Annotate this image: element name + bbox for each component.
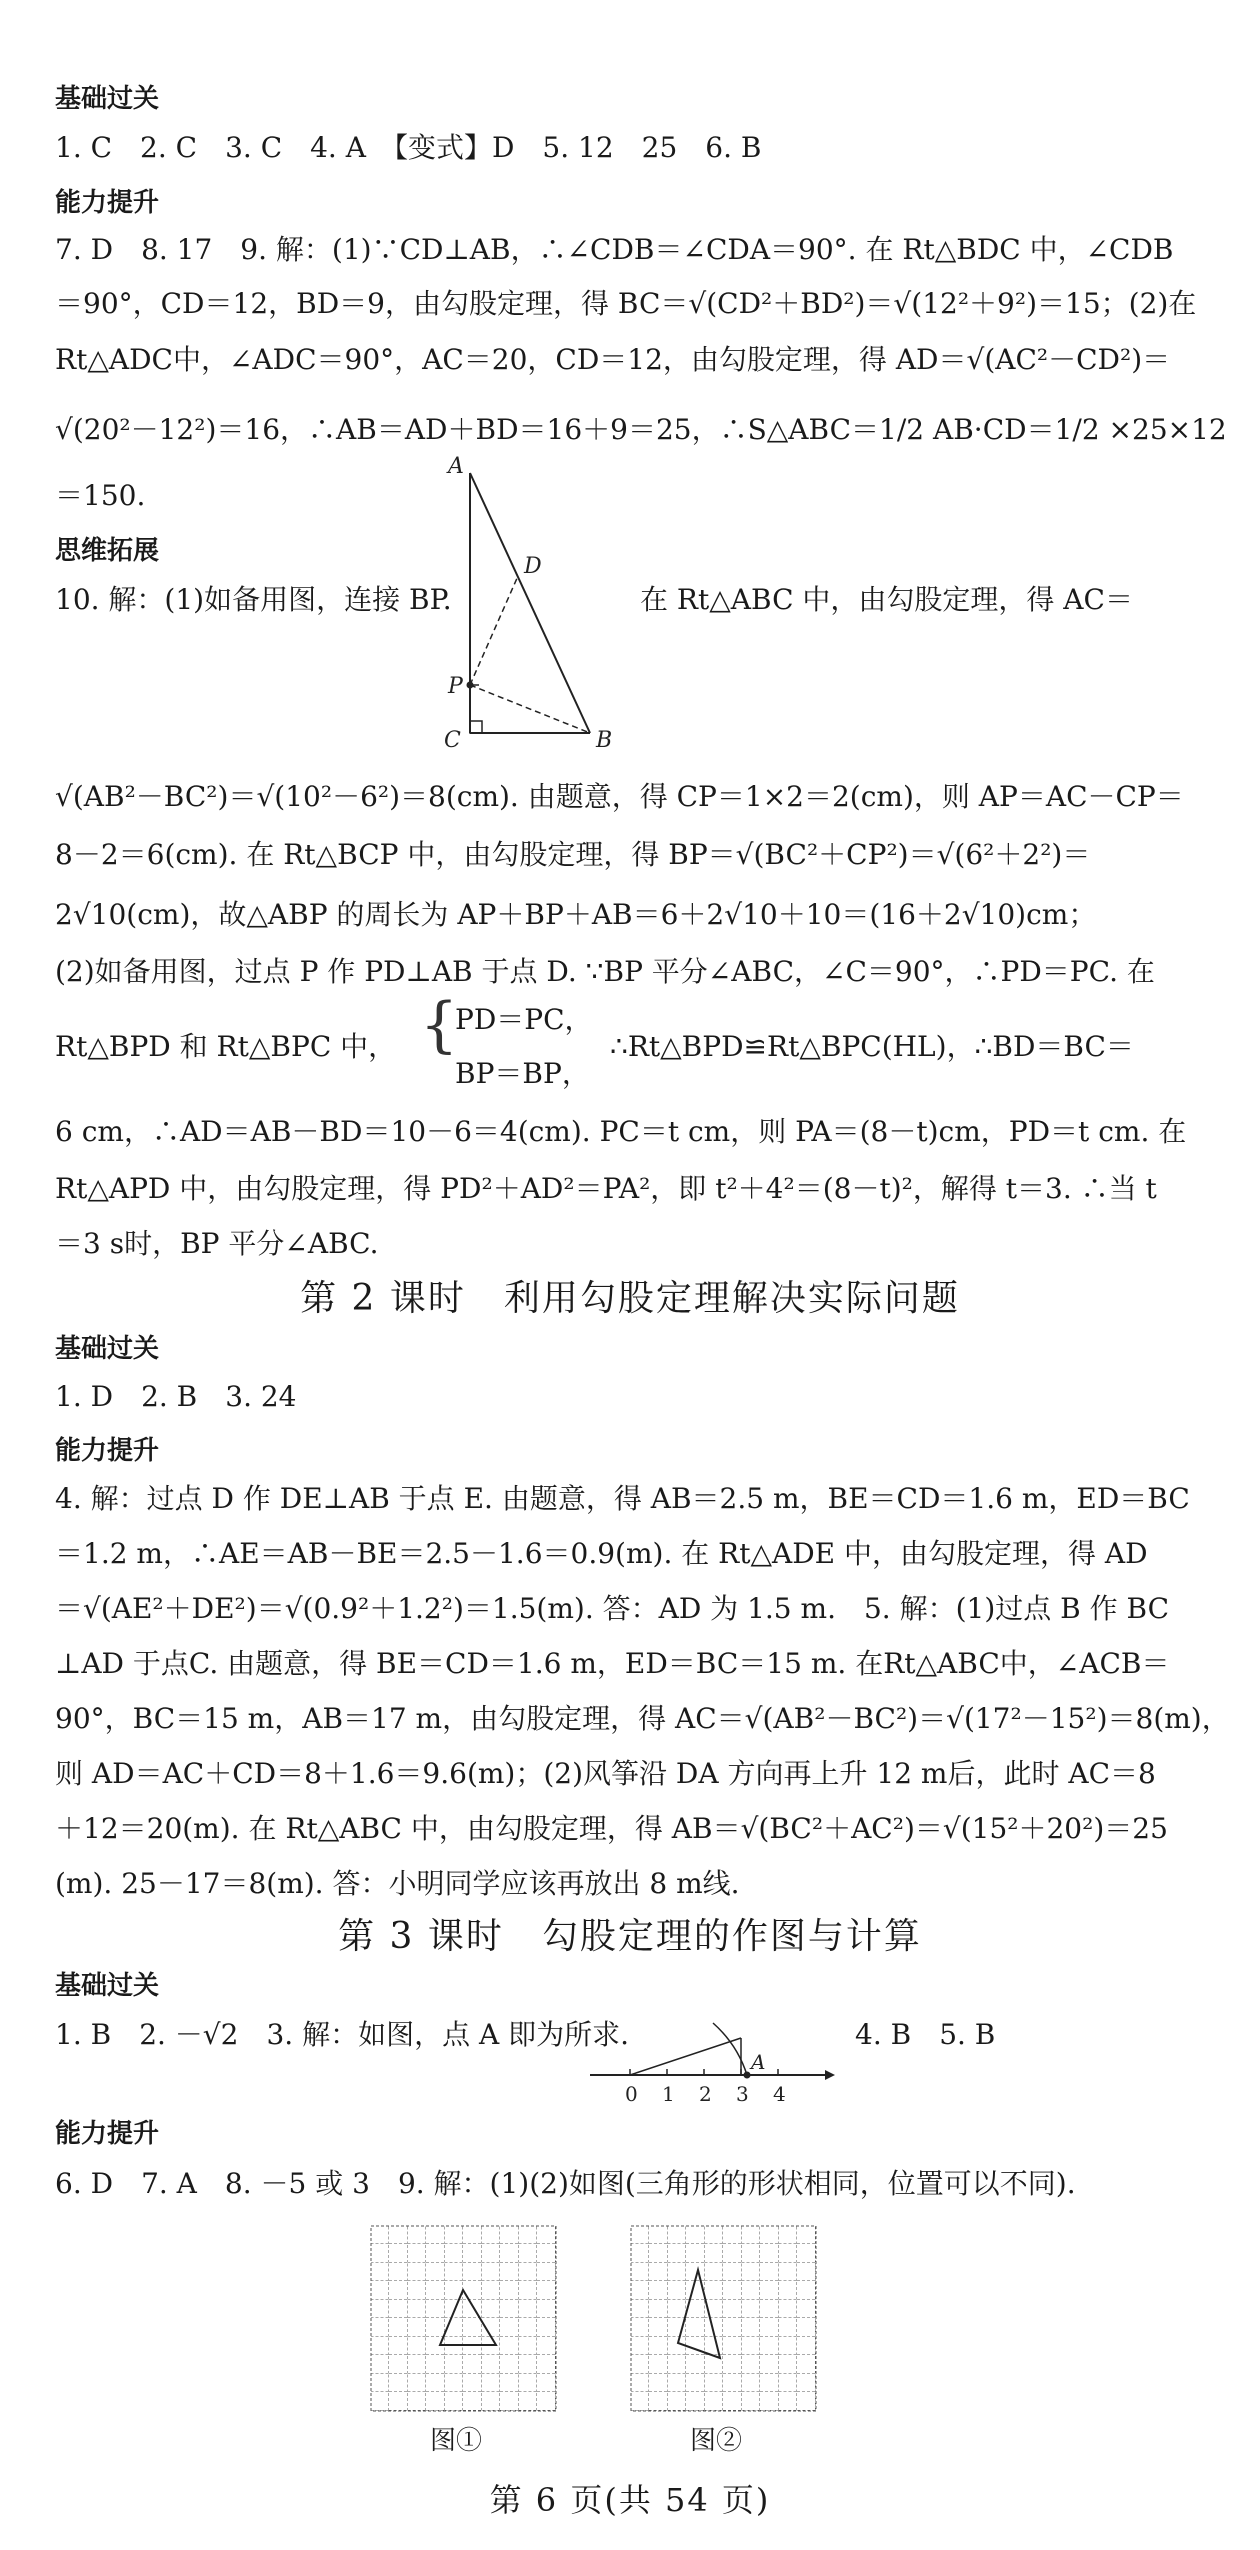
label-c: C xyxy=(444,728,461,753)
answer-line: ∴Rt△BPD≌Rt△BPC(HL)，∴BD＝BC＝ xyxy=(610,1030,1134,1063)
answer-line: (2)如备用图，过点 P 作 PD⊥AB 于点 D. ∵BP 平分∠ABC，∠C＝90°，∴PD＝PC. 在 xyxy=(55,955,1155,988)
section-ability: 能力提升 xyxy=(55,188,160,218)
lesson-2-title: 第 2 课时 利用勾股定理解决实际问题 xyxy=(300,1278,960,1319)
answer-line: 8－2＝6(cm). 在 Rt△BCP 中，由勾股定理，得 BP＝√(BC²＋CP²)＝√(6²＋2²)＝ xyxy=(55,838,1091,871)
triangle-figure xyxy=(440,445,630,755)
tick-4: 4 xyxy=(773,2082,786,2106)
answer-line: Rt△BPD 和 Rt△BPC 中， xyxy=(55,1030,397,1063)
answer-line: 则 AD＝AC＋CD＝8＋1.6＝9.6(m)；(2)风筝沿 DA 方向再上升 12 m后，此时 AC＝8 xyxy=(55,1757,1156,1790)
answer-line: ＝150. xyxy=(55,479,146,512)
answer-line: ⊥AD 于点C. 由题意，得 BE＝CD＝1.6 m，ED＝BC＝15 m. 在Rt△ABC中，∠ACB＝ xyxy=(55,1647,1170,1680)
tick-2: 2 xyxy=(699,2082,712,2106)
system-eq-2: BP＝BP， xyxy=(455,1057,590,1090)
answer-line: 10. 解：(1)如备用图，连接 BP. xyxy=(55,583,452,616)
answer-line: 7. D 8. 17 9. 解：(1)∵CD⊥AB，∴∠CDB＝∠CDA＝90°. 在 Rt△BDC 中，∠CDB xyxy=(55,233,1174,266)
answer-line: 在 Rt△ABC 中，由勾股定理，得 AC＝ xyxy=(640,583,1133,616)
answer-line: ＝√(AE²＋DE²)＝√(0.9²＋1.2²)＝1.5(m). 答：AD 为 1.5 m. 5. 解：(1)过点 B 作 BC xyxy=(55,1592,1170,1625)
tick-1: 1 xyxy=(662,2082,675,2106)
answer-line: √(20²－12²)＝16，∴AB＝AD＋BD＝16＋9＝25，∴S△ABC＝1/2 AB·CD＝1/2 ×25×12 xyxy=(55,413,1227,446)
answer-line: √(AB²－BC²)＝√(10²－6²)＝8(cm). 由题意，得 CP＝1×2＝2(cm)，则 AP＝AC－CP＝ xyxy=(55,780,1184,813)
section-basic: 基础过关 xyxy=(55,1971,160,2001)
answer-line: Rt△ADC中，∠ADC＝90°，AC＝20，CD＝12，由勾股定理，得 AD＝√(AC²－CD²)＝ xyxy=(55,343,1171,376)
answer-line: Rt△APD 中，由勾股定理，得 PD²＋AD²＝PA²，即 t²＋4²＝(8－t)²，解得 t＝3. ∴当 t xyxy=(55,1172,1157,1205)
answer-line: (m). 25－17＝8(m). 答：小明同学应该再放出 8 m线. xyxy=(55,1867,740,1900)
answer-line: 6 cm，∴AD＝AB－BD＝10－6＝4(cm). PC＝t cm，则 PA＝(8－t)cm，PD＝t cm. 在 xyxy=(55,1115,1187,1148)
label-p: P xyxy=(448,674,463,699)
section-basic: 基础过关 xyxy=(55,1334,160,1364)
label-point-a: A xyxy=(751,2050,766,2074)
answer-line: 1. C 2. C 3. C 4. A 【变式】D 5. 12 25 6. B xyxy=(55,131,762,164)
number-line-figure xyxy=(585,2005,835,2110)
answer-line: 1. B 2. －√2 3. 解：如图，点 A 即为所求. xyxy=(55,2018,630,2051)
section-ability: 能力提升 xyxy=(55,2119,160,2149)
answer-line: 4. B 5. B xyxy=(855,2018,996,2051)
section-basic: 基础过关 xyxy=(55,84,160,114)
answer-line: ＋12＝20(m). 在 Rt△ABC 中，由勾股定理，得 AB＝√(BC²＋AC²)＝√(15²＋20²)＝25 xyxy=(55,1812,1168,1845)
answer-line: 4. 解：过点 D 作 DE⊥AB 于点 E. 由题意，得 AB＝2.5 m，BE＝CD＝1.6 m，ED＝BC xyxy=(55,1482,1190,1515)
tick-0: 0 xyxy=(625,2082,638,2106)
section-ability: 能力提升 xyxy=(55,1436,160,1466)
label-b: B xyxy=(596,728,613,753)
label-a: A xyxy=(448,454,464,479)
grid-figure-1 xyxy=(370,2225,560,2415)
answer-line: ＝3 s时，BP 平分∠ABC. xyxy=(55,1227,379,1260)
tick-3: 3 xyxy=(736,2082,749,2106)
section-thinking: 思维拓展 xyxy=(55,536,160,566)
answer-line: 90°，BC＝15 m，AB＝17 m，由勾股定理，得 AC＝√(AB²－BC²)＝√(17²－15²)＝8(m)， xyxy=(55,1702,1230,1735)
lesson-3-title: 第 3 课时 勾股定理的作图与计算 xyxy=(338,1916,922,1957)
answer-line: ＝1.2 m，∴AE＝AB－BE＝2.5－1.6＝0.9(m). 在 Rt△ADE 中，由勾股定理，得 AD xyxy=(55,1537,1148,1570)
caption-fig1: 图① xyxy=(430,2426,483,2456)
caption-fig2: 图② xyxy=(690,2426,743,2456)
label-d: D xyxy=(524,554,542,579)
answer-line: 6. D 7. A 8. －5 或 3 9. 解：(1)(2)如图(三角形的形状相同，位置可以不同). xyxy=(55,2167,1076,2200)
answer-line: 1. D 2. B 3. 24 xyxy=(55,1380,297,1413)
brace: { xyxy=(420,990,459,1060)
answer-line: ＝90°，CD＝12，BD＝9，由勾股定理，得 BC＝√(CD²＋BD²)＝√(12²＋9²)＝15；(2)在 xyxy=(55,287,1197,320)
grid-figure-2 xyxy=(630,2225,820,2415)
answer-line: 2√10(cm)，故△ABP 的周长为 AP＋BP＋AB＝6＋2√10＋10＝(16＋2√10)cm； xyxy=(55,898,1097,931)
system-eq-1: PD＝PC， xyxy=(455,1003,593,1036)
page-footer: 第 6 页(共 54 页) xyxy=(489,2481,771,2519)
